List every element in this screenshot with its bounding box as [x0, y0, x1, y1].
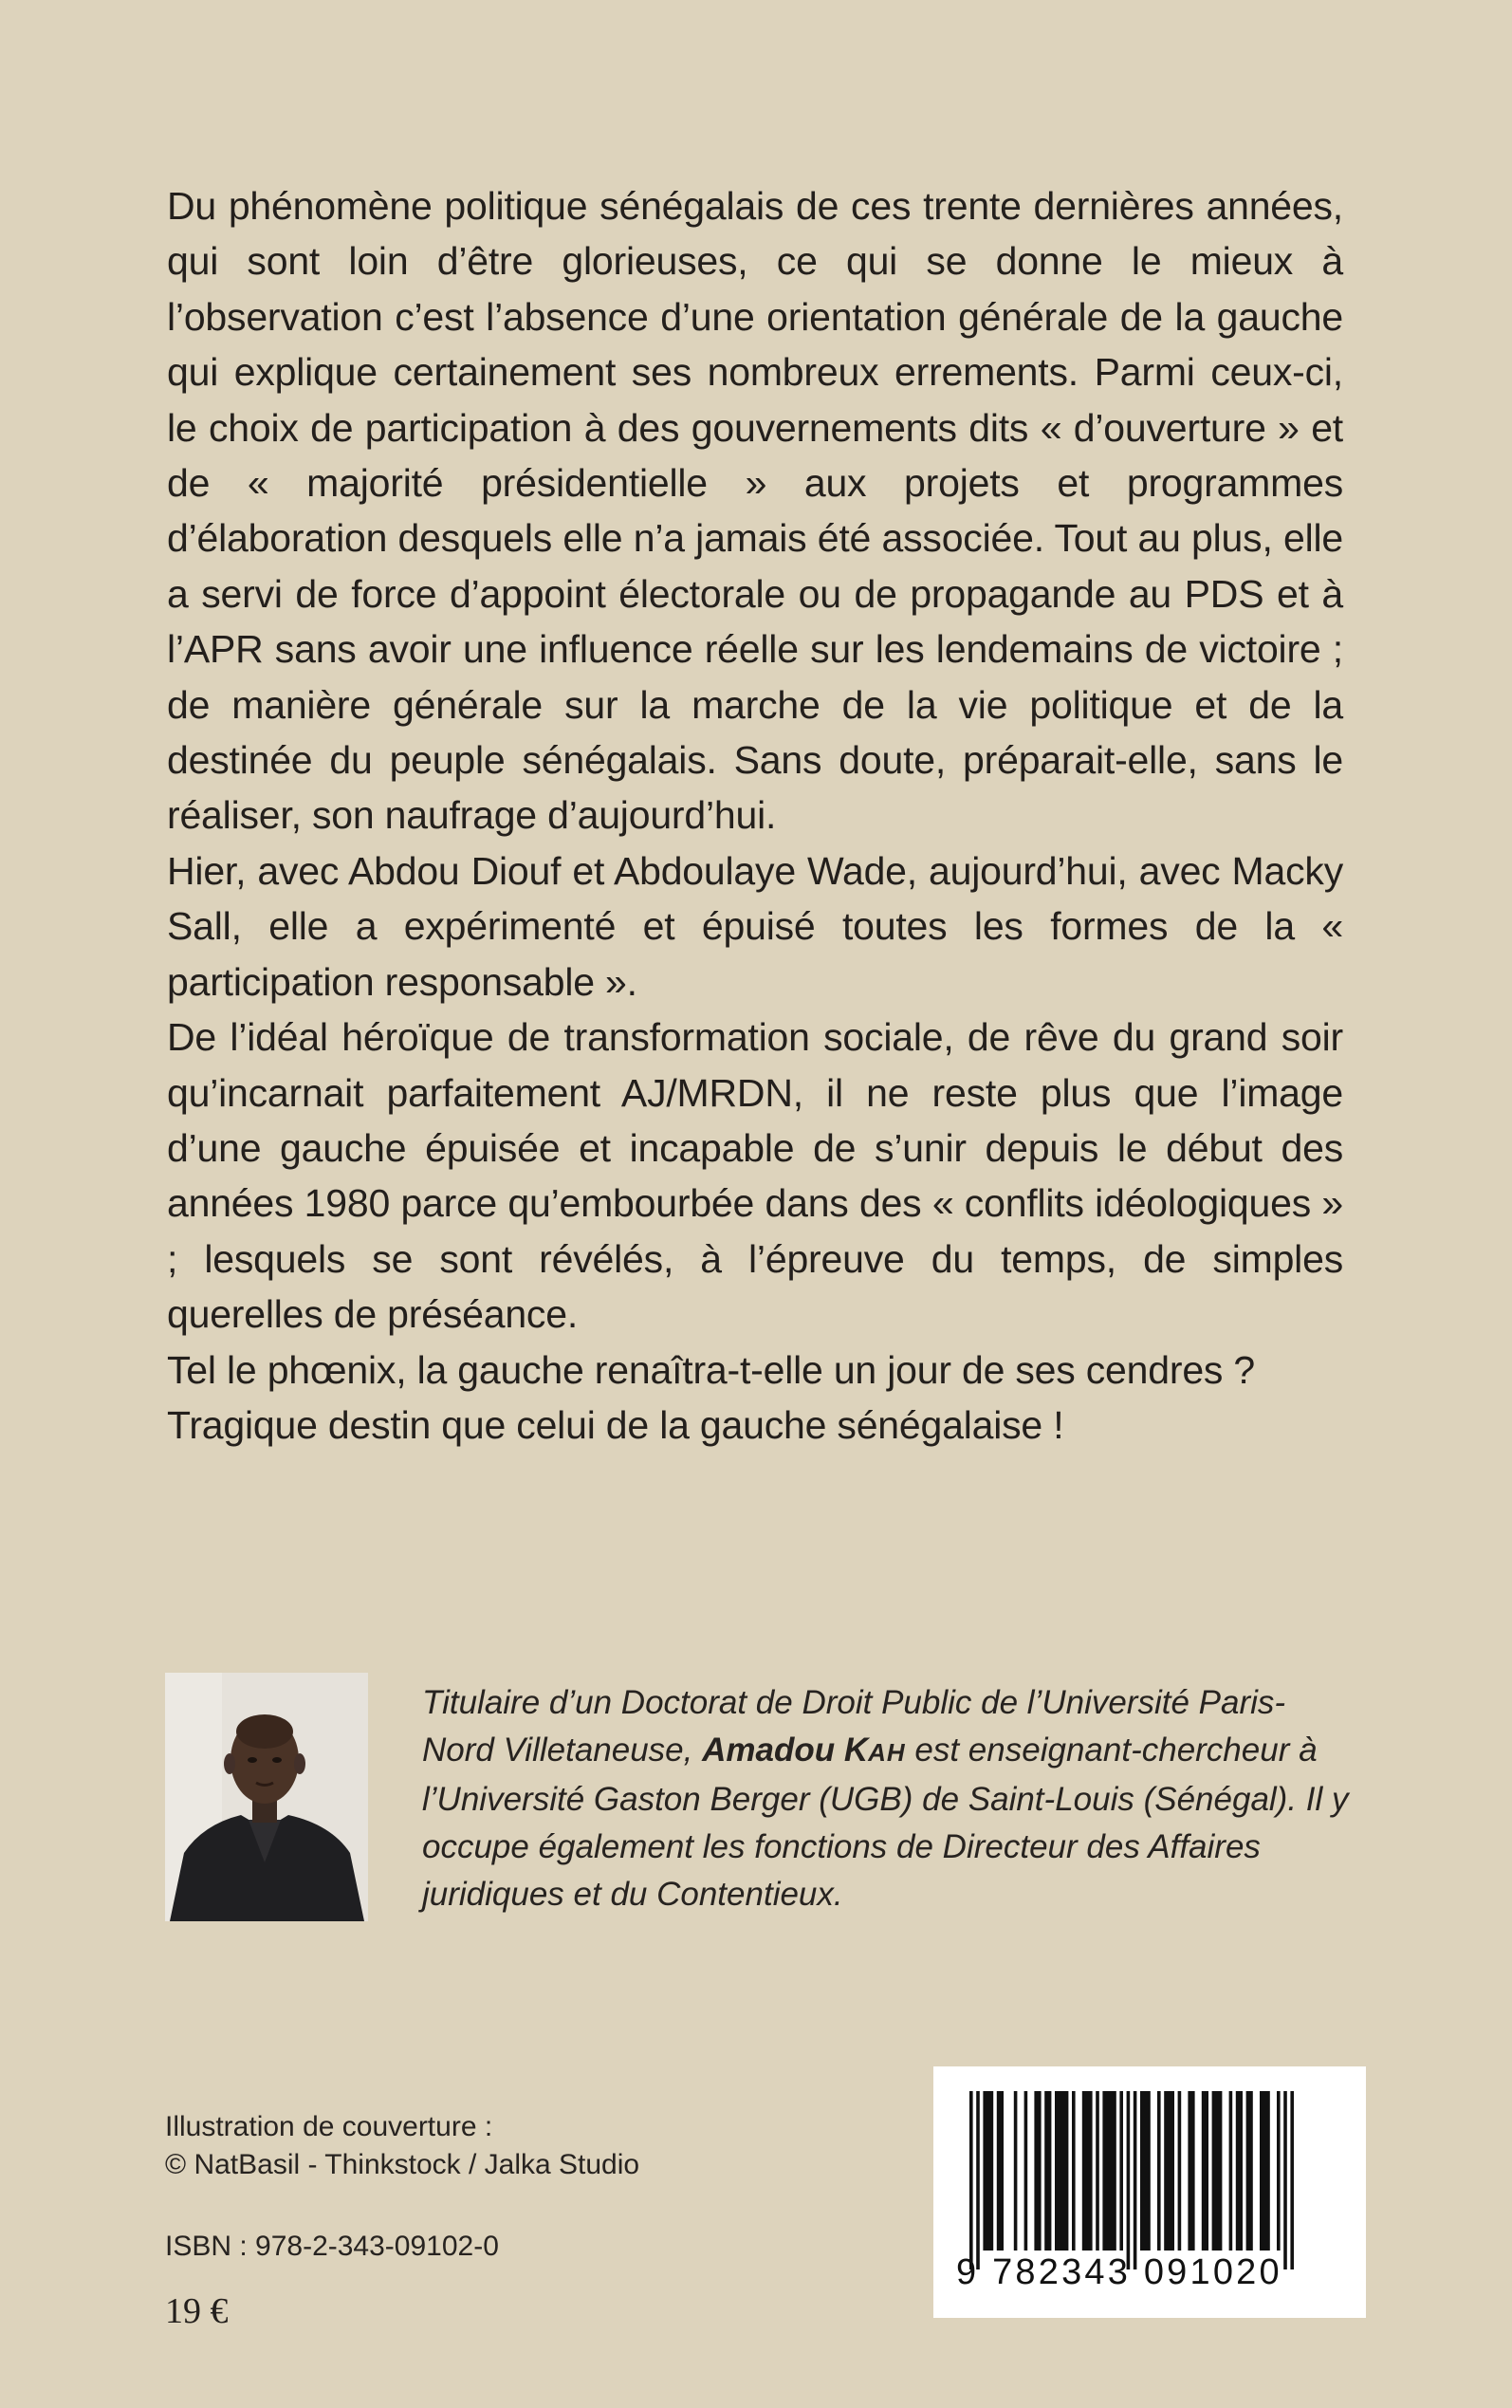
barcode-bar-19: [1178, 2091, 1182, 2251]
barcode-bar-10: [1082, 2091, 1093, 2251]
barcode-bar-26: [1260, 2091, 1270, 2251]
paragraph-5: Tragique destin que celui de la gauche sénégalaise !: [167, 1402, 1064, 1447]
paragraph-2: Hier, avec Abdou Diouf et Abdoulaye Wade, aujourd’hui, avec Macky Sall, elle a expérimenté et épuisé toutes les formes de la « participation responsable ».: [167, 848, 1343, 1004]
credits-source: © NatBasil - Thinkstock / Jalka Studio: [165, 2149, 640, 2180]
barcode-bar-15: [1134, 2091, 1137, 2269]
barcode-digits: 9 782343 091020: [956, 2252, 1282, 2292]
paragraph-1: Du phénomène politique sénégalais de ces trente dernières années, qui sont loin d’être glorieuses, ce qui se donne le mieux à l’observation c’est l’absence d’une orientation générale de la gauche qui explique certainement ses nombreux errements. Parmi ceux-ci, le choix de participation à des gouvernements dits « d’ouverture » et de « majorité présidentielle » aux projets et programmes d’élaboration desquels elle n’a jamais été associée. Tout au plus, elle a servi de force d’appoint électorale ou de propagande au PDS et à l’APR sans avoir une influence réelle sur les lendemains de victoire ; de manière générale sur la marche de la vie politique et de la destinée du peuple sénégalais. Sans doute, préparait-elle, sans le réaliser, son naufrage d’aujourd’hui.: [167, 184, 1343, 838]
barcode-bar-9: [1072, 2091, 1076, 2251]
barcode-bar-22: [1212, 2091, 1223, 2251]
author-photo: [165, 1673, 368, 1921]
barcode-bar-27: [1277, 2091, 1281, 2251]
barcode-bar-13: [1119, 2091, 1123, 2251]
barcode-bar-7: [1044, 2091, 1051, 2251]
barcode-bar-12: [1102, 2091, 1116, 2251]
bio-intro: Titulaire d’un Doctorat de Droit Public de l’Université Paris-Nord Villetaneuse,: [422, 1684, 1286, 1769]
barcode-bar-2: [983, 2091, 993, 2251]
cover-credits: [165, 2108, 639, 2184]
author-bio: [422, 1679, 1352, 1918]
barcode-bar-21: [1202, 2091, 1208, 2251]
barcode-bar-5: [1024, 2091, 1028, 2251]
barcode-bar-11: [1096, 2091, 1099, 2251]
barcode-bar-20: [1188, 2091, 1194, 2251]
price: 19 €: [165, 2291, 229, 2331]
isbn: ISBN : 978-2-343-09102-0: [165, 2231, 499, 2262]
author-last-name-initial: K: [843, 1732, 869, 1769]
bio-rest: est enseignant-chercheur à l’Université Gaston Berger (UGB) de Saint-Louis (Sénégal). Il y occupe également les fonctions de Directeur des Affaires juridiques et du Contentieux.: [422, 1732, 1349, 1913]
barcode: [933, 2066, 1366, 2318]
barcode-bar-25: [1246, 2091, 1253, 2251]
barcode-bar-28: [1283, 2091, 1287, 2269]
barcode-bar-3: [997, 2091, 1004, 2251]
back-cover-text: [167, 178, 1343, 1453]
barcode-bar-29: [1290, 2091, 1294, 2269]
author-first-name: Amadou: [702, 1732, 844, 1769]
paragraph-3: De l’idéal héroïque de transformation sociale, de rêve du grand soir qu’incarnait parfaitement AJ/MRDN, il ne reste plus que l’image d’une gauche épuisée et incapable de s’unir depuis le début des années 1980 parce qu’embourbée dans des « conflits idéologiques » ; lesquels se sont révélés, à l’épreuve du temps, de simples querelles de préséance.: [167, 1015, 1343, 1337]
barcode-bar-17: [1157, 2091, 1161, 2251]
barcode-bar-1: [976, 2091, 980, 2269]
barcode-bar-16: [1140, 2091, 1151, 2251]
barcode-bar-6: [1034, 2091, 1041, 2251]
barcode-bar-24: [1236, 2091, 1243, 2251]
barcode-bar-14: [1127, 2091, 1131, 2269]
credits-label: Illustration de couverture :: [165, 2111, 493, 2142]
barcode-bar-23: [1229, 2091, 1233, 2251]
paragraph-4: Tel le phœnix, la gauche renaîtra-t-elle un jour de ses cendres ?: [167, 1347, 1256, 1392]
author-last-name-rest: AH: [868, 1738, 906, 1767]
barcode-bar-18: [1164, 2091, 1174, 2251]
barcode-bar-0: [969, 2091, 973, 2269]
barcode-bar-8: [1055, 2091, 1068, 2251]
barcode-bar-4: [1014, 2091, 1018, 2251]
